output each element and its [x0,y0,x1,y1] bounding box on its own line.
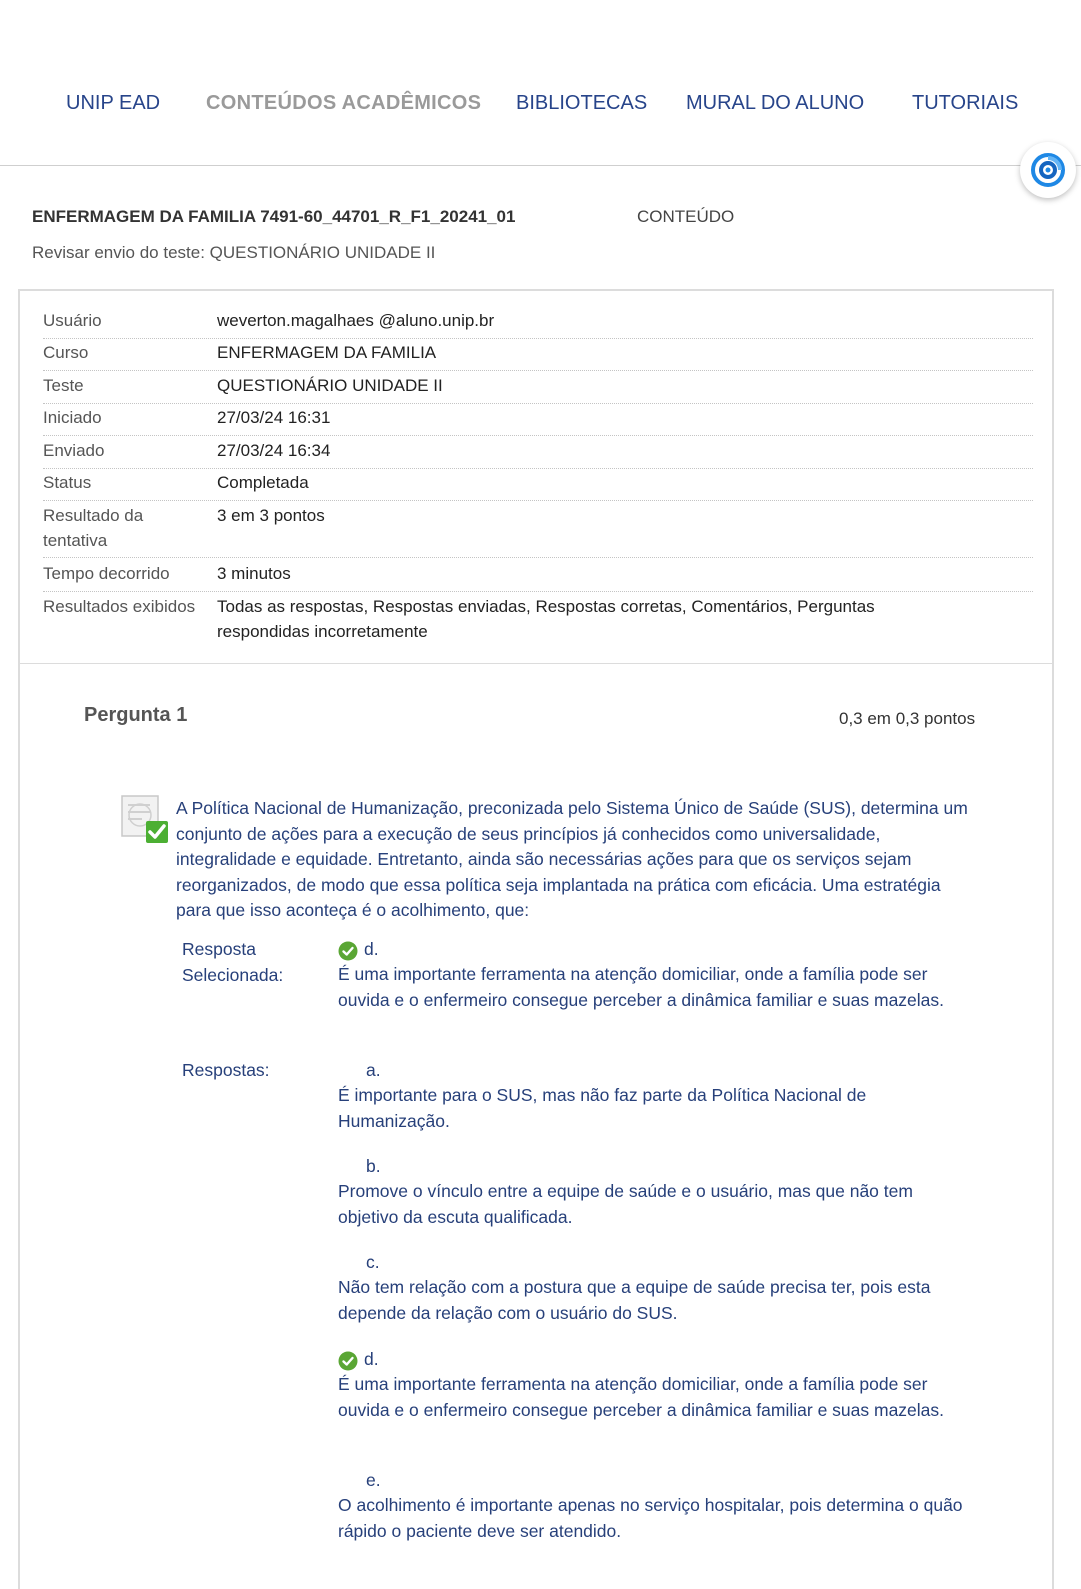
answer-option: O acolhimento é importante apenas no serviço hospitalar, pois determina o quão rápido o paciente deve ser atendido. [338,1495,963,1541]
summary-value: ENFERMAGEM DA FAMILIA [217,343,437,362]
summary-value: 3 minutos [217,564,291,583]
summary-value: Completada [217,473,309,492]
content-breadcrumb[interactable]: CONTEÚDO [637,207,735,226]
nav-conteudos-academicos[interactable]: CONTEÚDOS ACADÊMICOS [206,92,482,114]
question-title: Pergunta 1 [84,704,188,726]
summary-value: 3 em 3 pontos [217,506,325,525]
summary-value: 27/03/24 16:34 [217,441,331,460]
page-title: Revisar envio do teste: QUESTIONÁRIO UNIDADE II [32,243,436,262]
nav-tutoriais[interactable]: TUTORIAIS [912,92,1019,114]
nav-unip-ead[interactable]: UNIP EAD [66,92,161,114]
nav-bibliotecas[interactable]: BIBLIOTECAS [516,92,648,114]
answer-letter: c. [366,1252,380,1272]
summary-label: Iniciado [43,408,102,427]
summary-row-resultados-exibidos [43,594,1033,648]
summary-label: Curso [43,343,89,362]
answer-option: Promove o vínculo entre a equipe de saúde e o usuário, mas que não tem objetivo da escuta qualificada. [338,1181,913,1227]
summary-label: Tempo decorrido [43,564,170,583]
top-navigation [0,0,1081,166]
summary-label: Resultados exibidos [43,597,196,616]
summary-label: Status [43,473,92,492]
summary-label: Resultado da tentativa [43,506,144,550]
summary-row-curso [43,340,1033,371]
summary-label: Teste [43,376,84,395]
correct-answer-icon [120,793,172,847]
summary-value: QUESTIONÁRIO UNIDADE II [217,376,443,395]
course-breadcrumb[interactable]: ENFERMAGEM DA FAMILIA 7491-60_44701_R_F1_20241_01 [32,207,516,226]
summary-row-status [43,470,1033,501]
answer-letter: d. [364,1349,379,1369]
summary-row-resultado [43,503,1033,558]
summary-row-iniciado [43,405,1033,436]
swirl-icon [1030,152,1066,188]
summary-value: Todas as respostas, Respostas enviadas, Respostas corretas, Comentários, Perguntas respondidas incorretamente [217,597,875,641]
summary-row-enviado [43,438,1033,469]
summary-label: Usuário [43,311,102,330]
answer-option: Não tem relação com a postura que a equipe de saúde precisa ter, pois esta depende da relação com o usuário do SUS. [338,1277,931,1323]
summary-row-tempo [43,561,1033,592]
selected-answer-letter: d. [364,939,379,959]
answer-option-correct: É uma importante ferramenta na atenção domiciliar, onde a família pode ser ouvida e o enfermeiro consegue perceber a dinâmica familiar e suas mazelas. [338,1374,945,1420]
summary-label: Enviado [43,441,105,460]
correct-check-icon [338,941,358,961]
summary-value: weverton.magalhaes @aluno.unip.br [217,311,495,330]
correct-check-icon [338,1351,358,1371]
nav-mural-do-aluno[interactable]: MURAL DO ALUNO [686,92,865,114]
summary-row-usuario [43,308,1033,339]
answers-label: Respostas: [182,1060,270,1080]
summary-value: 27/03/24 16:31 [217,408,331,427]
selected-answer-text: É uma importante ferramenta na atenção domiciliar, onde a família pode ser ouvida e o enfermeiro consegue perceber a dinâmica familiar e suas mazelas. [338,964,945,1010]
answer-option: É importante para o SUS, mas não faz parte da Política Nacional de Humanização. [338,1085,867,1131]
assistant-button[interactable] [1020,142,1076,198]
answer-letter: a. [366,1060,381,1080]
question-score: 0,3 em 0,3 pontos [839,709,976,728]
answer-letter: b. [366,1156,381,1176]
answer-letter: e. [366,1470,381,1490]
question-text: A Política Nacional de Humanização, preconizada pelo Sistema Único de Saúde (SUS), determina um conjunto de ações para a execução de seus princípios já conhecidos como universalidade, integralidade e equidade. Entretanto, ainda são necessárias ações para que os serviços sejam reorganizados, de modo que essa política seja implantada na prática com eficácia. Uma estratégia para que isso aconteça é o acolhimento, que: [176,798,968,920]
selected-answer-label: Resposta Selecionada: [182,939,284,985]
summary-row-teste [43,373,1033,404]
